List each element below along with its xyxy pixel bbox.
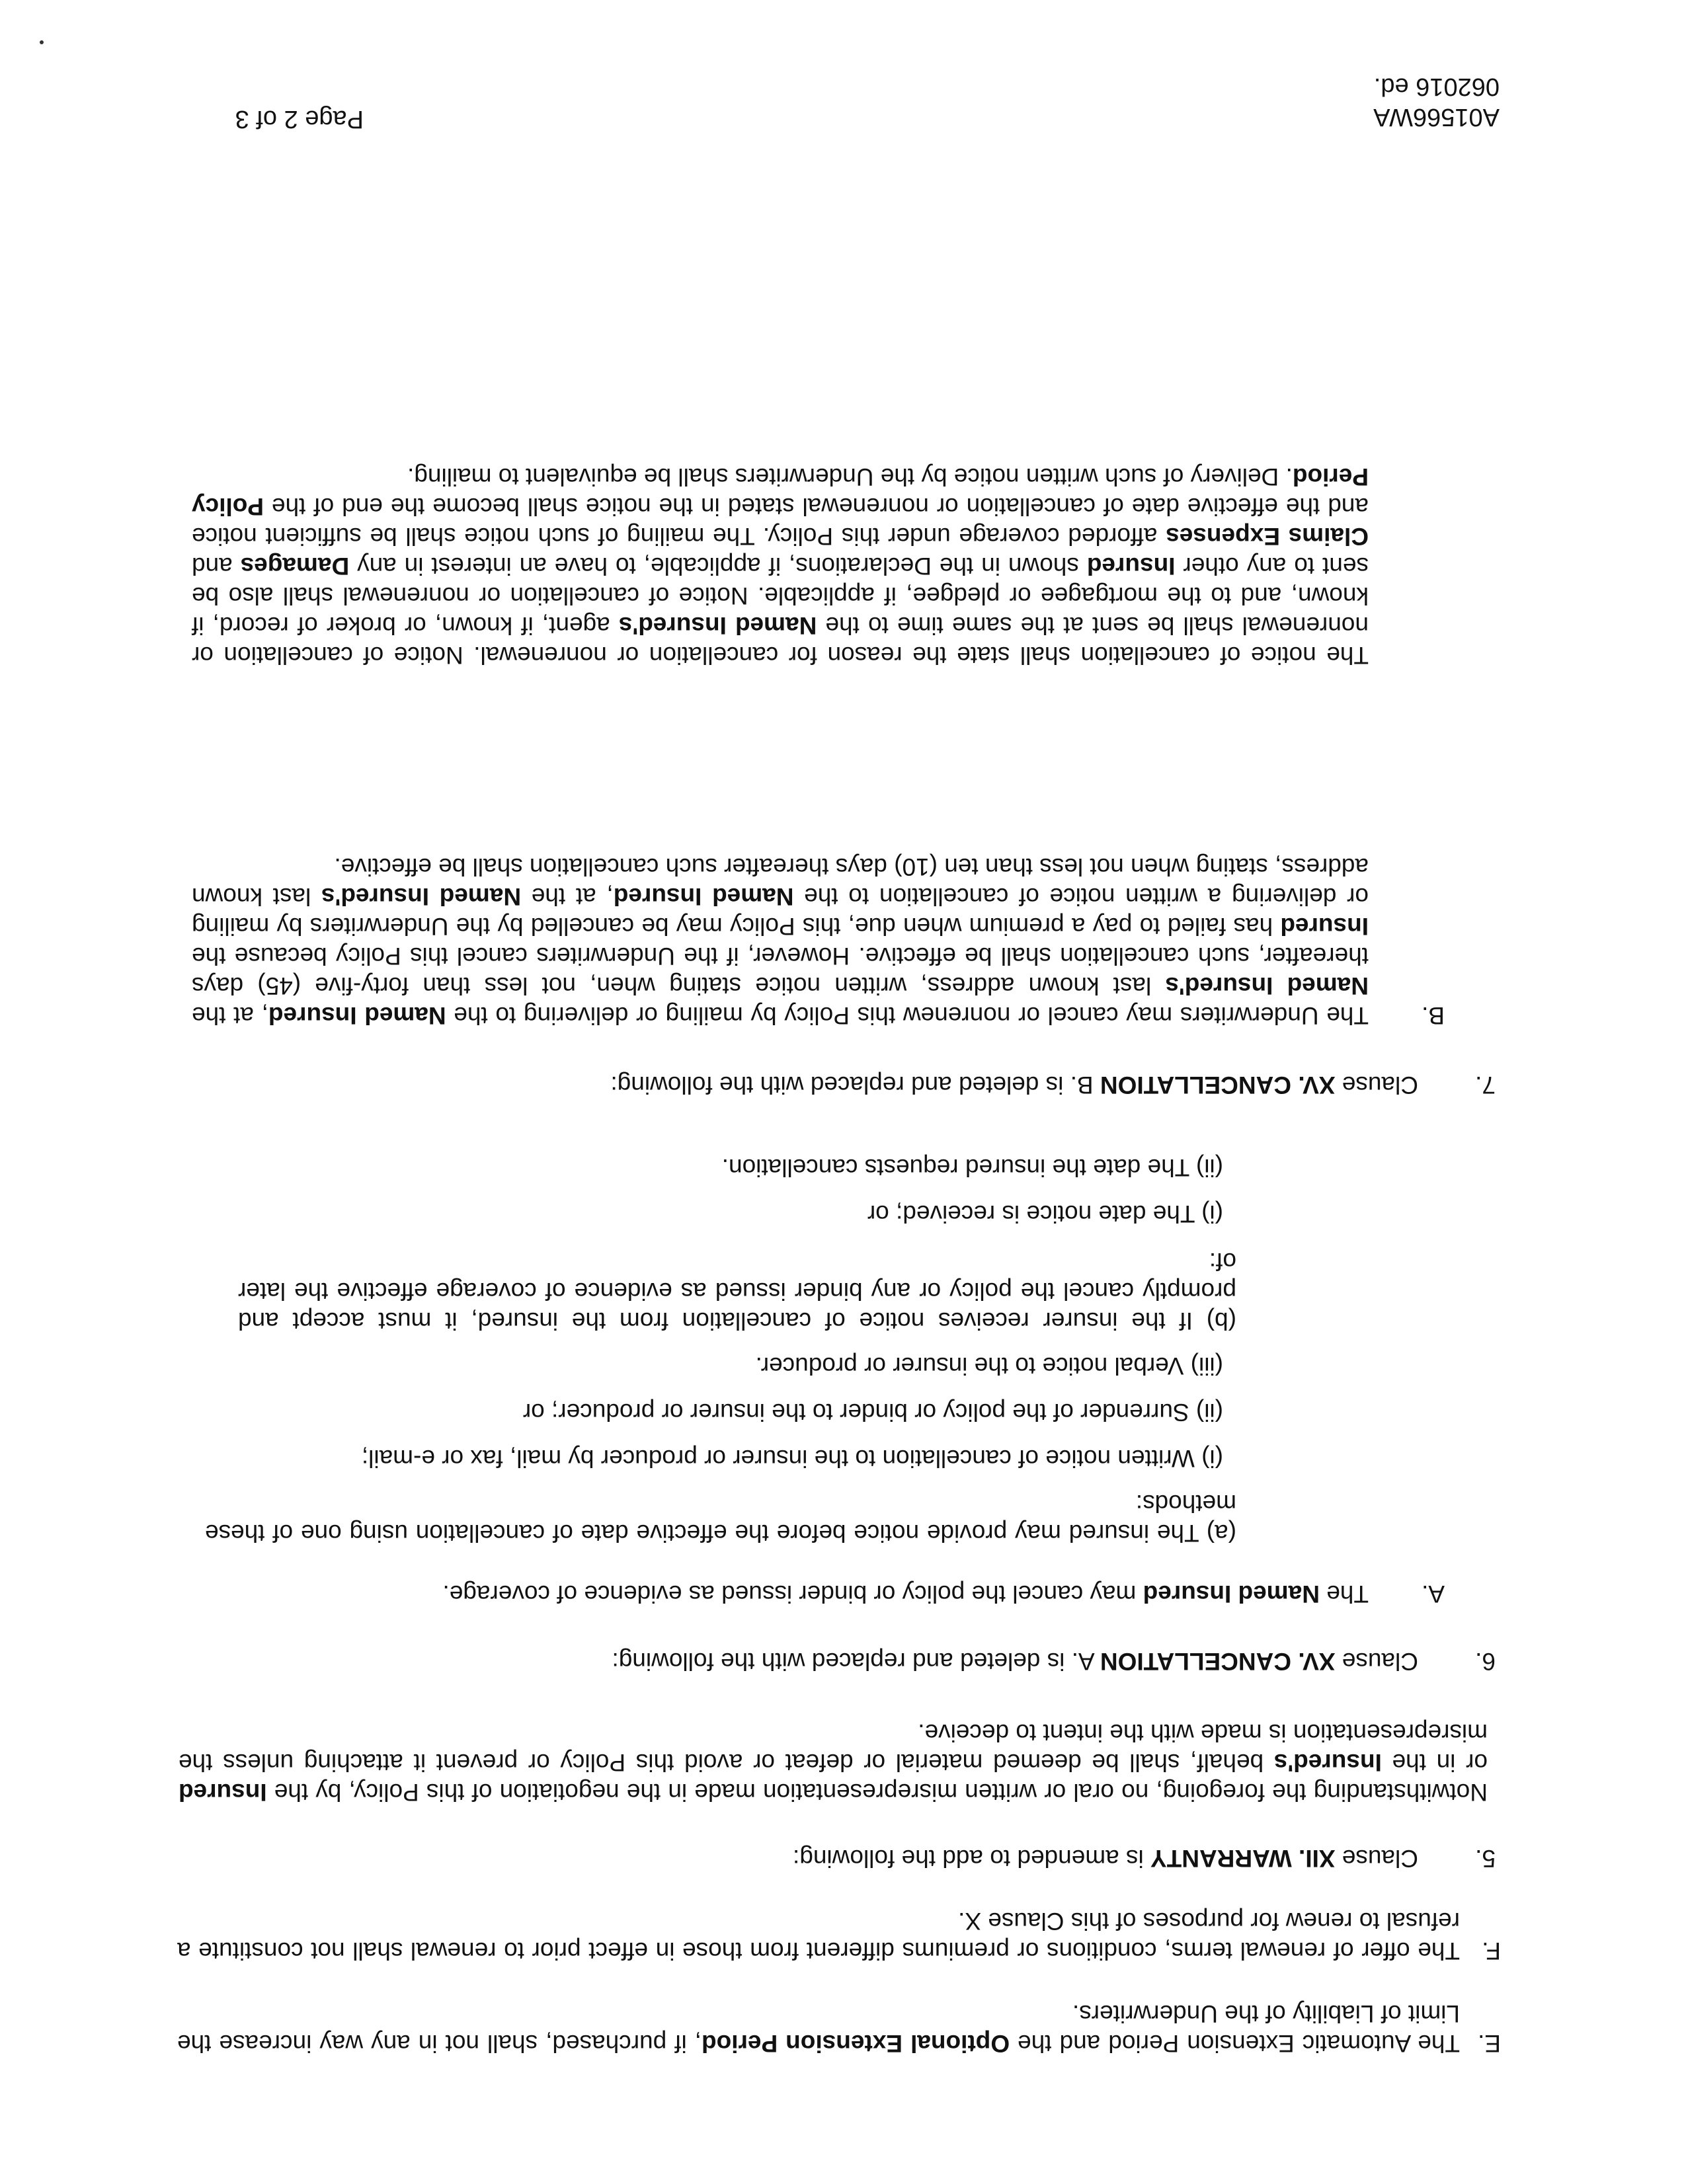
item-label: E.: [1478, 2030, 1501, 2057]
bold-term: XII. WARRANTY: [1150, 1845, 1336, 1872]
bold-term: Insured: [179, 1779, 267, 1806]
section-heading-text: [162, 1647, 1418, 1676]
list-item: [192, 1444, 1223, 1473]
text-run: (ii) The date the insured requests cancellation.: [721, 1154, 1223, 1181]
subsection-text: [238, 1247, 1236, 1336]
section-heading-text: [162, 1844, 1418, 1873]
section-heading-text: [162, 1070, 1418, 1100]
text-run: Clause: [1335, 1845, 1418, 1872]
bold-term: Claims Expenses: [1166, 523, 1369, 550]
text-run: Notwithstanding the foregoing, no oral or written misrepresentation made in the negotiation of this Policy, by the: [266, 1779, 1488, 1806]
bold-term: Named Insured's: [618, 612, 817, 639]
text-run: The Automatic Extension Period and the: [1010, 2030, 1460, 2057]
section-number: 5.: [1475, 1845, 1496, 1872]
section-number: 7.: [1475, 1072, 1496, 1099]
text-run: afforded coverage under this Policy. The mailing of such notice shall be sufficient notice and the effective date of cancellation or nonrenewal stated in the notice shall become the end of the: [192, 493, 1369, 550]
text-run: (i) Written notice of cancellation to the insurer or producer by mail, fax or e-mail;: [361, 1445, 1223, 1472]
bold-term: Insured: [1280, 913, 1369, 940]
text-run: last known address, written notice stating when, not less than forty-five (45) days thereafter, such cancellation shall be effective. However, if the Underwriters cancel this Policy because the: [192, 943, 1369, 999]
section-7-heading: [162, 1070, 1496, 1100]
text-run: has failed to pay a premium when due, this Policy may be cancelled by the Underwriters by mailing or delivering a written notice of cancellation to the: [192, 883, 1369, 940]
text-run: The offer of renewal terms, conditions or premiums different from those in effect prior to renewal shall not constitute a refusal to renew for purposes of this Clause X.: [177, 1908, 1460, 1965]
bold-term: Named Insured: [613, 883, 794, 910]
item-label: F.: [1482, 1937, 1501, 1965]
clause-item-B: [192, 852, 1445, 1031]
subsection-b-i: [192, 1199, 1223, 1229]
text-run: may cancel the policy or binder issued as evidence of coverage.: [442, 1580, 1143, 1608]
text-run: B. is deleted and replaced with the following:: [610, 1072, 1100, 1099]
text-run: (a) The insured may provide notice before the effective date of cancellation using one of these methods:: [205, 1490, 1236, 1547]
form-number: A01566WA: [1373, 103, 1500, 131]
bold-term: XV. CANCELLATION: [1100, 1072, 1336, 1099]
item-label: A.: [1422, 1580, 1445, 1608]
text-run: , at the: [521, 883, 614, 910]
bold-term: Named Insured's: [1165, 972, 1369, 999]
page-number: Page 2 of 3: [235, 105, 364, 133]
list-item: [192, 1351, 1223, 1381]
text-run: agent, if known, or broker of record, if known, and to the mortgagee or pledgee, if applicable. Notice of cancellation or nonrenewal shall also be sent to any other: [192, 553, 1369, 639]
bold-term: Damages: [240, 553, 350, 580]
clause-item-F: [177, 1906, 1501, 1966]
text-run: (i) The date notice is received; or: [867, 1200, 1223, 1228]
text-run: (iii) Verbal notice to the insurer or producer.: [755, 1352, 1223, 1380]
paragraph: [192, 462, 1369, 670]
section-5-body: [179, 1718, 1488, 1807]
bold-term: Named Insured: [268, 1002, 446, 1029]
text-run: The notice of cancellation shall state the reason for cancellation or nonrenewal. Notice of cancellation or nonrenewal shall be sent at the same time to the: [192, 612, 1369, 669]
text-run: The: [1319, 1580, 1369, 1608]
text-run: shown in the Declarations, if applicable, to have an interest in any: [349, 553, 1087, 580]
text-run: . Delivery of such written notice by the Underwriters shall be equivalent to mailing.: [407, 463, 1293, 490]
item-text: [165, 1579, 1369, 1609]
text-run: (b) If the insurer receives notice of cancellation from the insured, it must accept and promptly cancel the policy or any binder issued as evidence of coverage effective the later of:: [238, 1248, 1236, 1335]
text-run: is amended to add the following:: [793, 1845, 1150, 1872]
text-run: behalf, shall be deemed material or defeat or avoid this Policy or prevent it attaching unless the misrepresentation is made with the intent to deceive.: [179, 1719, 1488, 1776]
subsection-a-ii: [192, 1397, 1223, 1427]
section-5-heading: [162, 1844, 1496, 1873]
list-item: [192, 1199, 1223, 1229]
bold-term: Optional Extension Period: [702, 2030, 1010, 2057]
subsection-b: [238, 1247, 1236, 1336]
clause-item-E: [177, 1999, 1501, 2058]
form-edition: 062016 ed.: [1373, 73, 1500, 100]
form-identifier: [1373, 71, 1500, 132]
text-run: , if purchased, shall not in any way increase the Limit of Liability of the Underwriters.: [177, 2000, 1460, 2057]
subsection-text: [205, 1489, 1236, 1548]
text-run: last known address, stating when not less than ten (10) days thereafter such cancellation shall be effective.: [192, 853, 1369, 910]
item-text: [192, 852, 1369, 1031]
text-run: The Underwriters may cancel or nonrenew this Policy by mailing or delivering to the: [446, 1002, 1369, 1029]
section-6-heading: [162, 1647, 1496, 1676]
bold-term: Named Insured: [1143, 1580, 1320, 1608]
subsection-a-i: [192, 1444, 1223, 1473]
bold-term: Insured's: [1273, 1749, 1382, 1776]
text-run: , at the: [192, 1002, 268, 1029]
subsection-a-iii: [192, 1351, 1223, 1381]
clause-item-B-notice: [192, 462, 1369, 670]
bold-term: XV. CANCELLATION: [1100, 1648, 1336, 1675]
subsection-a: [205, 1469, 1236, 1548]
text-run: (ii) Surrender of the policy or binder to the insurer or producer; or: [522, 1399, 1223, 1426]
section-number: 6.: [1475, 1648, 1496, 1675]
paragraph: [179, 1718, 1488, 1807]
bold-term: Insured: [1086, 553, 1176, 580]
clause-item-A: [165, 1579, 1445, 1609]
text-run: Clause: [1335, 1072, 1418, 1099]
text-run: A. is deleted and replaced with the following:: [612, 1648, 1100, 1675]
list-item: [192, 1397, 1223, 1427]
text-run: Clause: [1335, 1648, 1418, 1675]
item-label: B.: [1422, 1002, 1445, 1029]
subsection-b-ii: [192, 1153, 1223, 1183]
bold-term: Named Insured's: [321, 883, 522, 910]
text-run: or in the: [1381, 1749, 1488, 1776]
item-text: [177, 1999, 1473, 2058]
list-item: [192, 1153, 1223, 1183]
item-text: [177, 1906, 1473, 1966]
bold-term: Policy Period: [192, 463, 1369, 520]
text-run: and: [191, 553, 241, 580]
scan-speck: [40, 40, 44, 44]
